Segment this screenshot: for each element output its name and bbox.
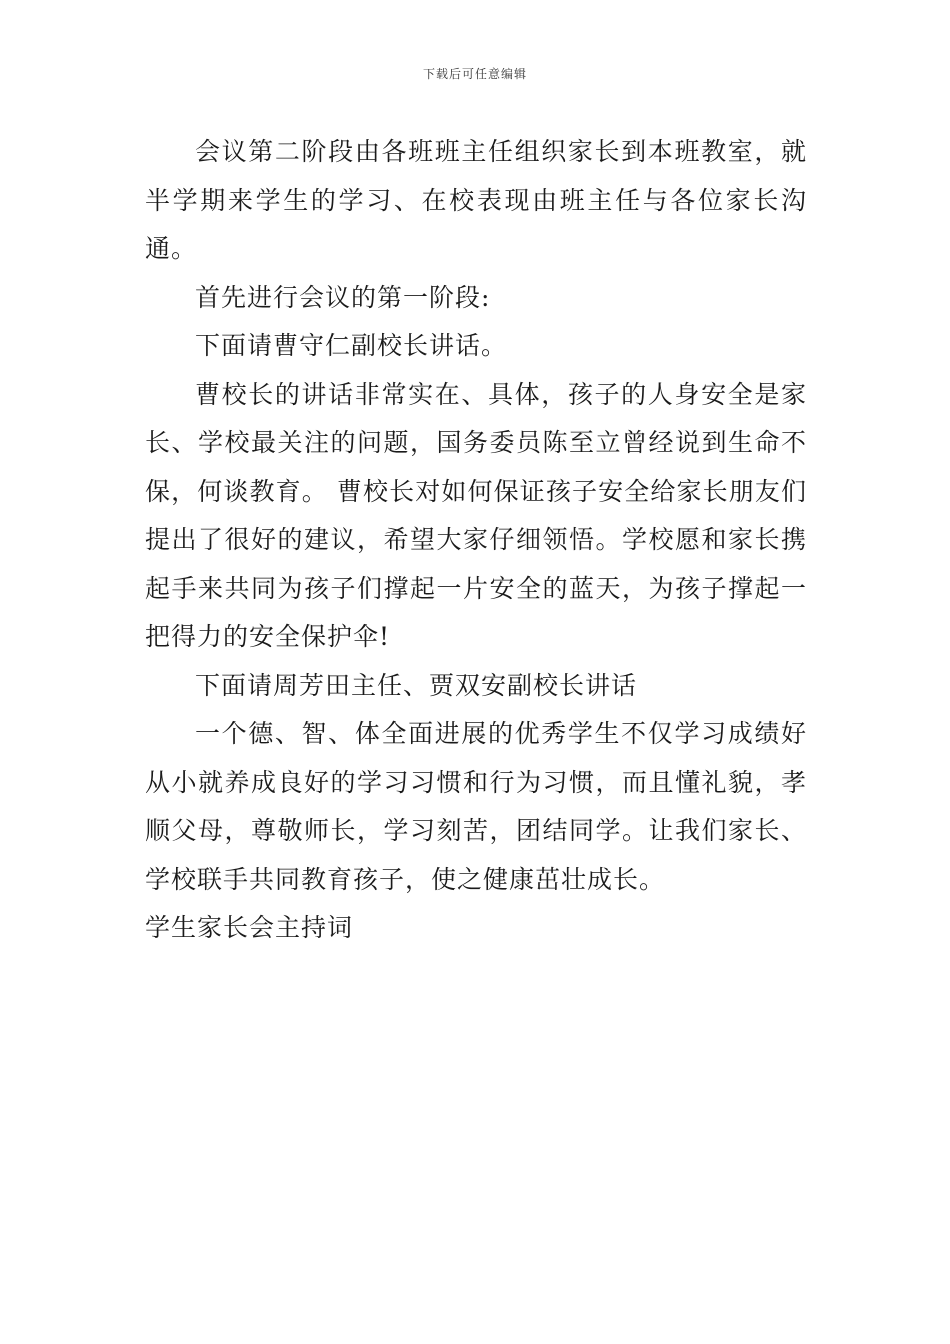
paragraph-zhou-jia-intro: 下面请周芳田主任、贾双安副校长讲话 [195,670,638,700]
paragraph-vice-principal-cao-intro: 下面请曹守仁副校长讲话。 [195,331,508,360]
paragraph-cao-speech-summary: 曹校长的讲话非常实在、具体，孩子的人身安全是家长、学校最关注的问题，国务委员陈至立曾经说到生命不保，何谈教育。 曹校长对如何保证孩子安全给家长朋友们提出了很好的建议，希望大家仔细领悟。学校愿和家长携起手来共同为孩子们撑起一片安全的蓝天，为孩子撑起一把得力的安全保护伞! [145,379,807,651]
paragraph-first-stage-intro: 首先进行会议的第一阶段: [195,282,491,312]
document-closing-title: 学生家长会主持词 [145,913,354,942]
document-body [145,128,807,953]
page-header: 下载后可任意编辑 [422,67,527,81]
paragraph-second-stage: 会议第二阶段由各班班主任组织家长到本班教室，就半学期来学生的学习、在校表现由班主任与各位家长沟通。 [145,137,807,263]
paragraph-student-development: 一个德、智、体全面进展的优秀学生不仅学习成绩好从小就养成良好的学习习惯和行为习惯，而且懂礼貌，孝顺父母，尊敬师长，学习刻苦，团结同学。让我们家长、学校联手共同教育孩子，使之健康茁壮成长。 [145,719,807,894]
